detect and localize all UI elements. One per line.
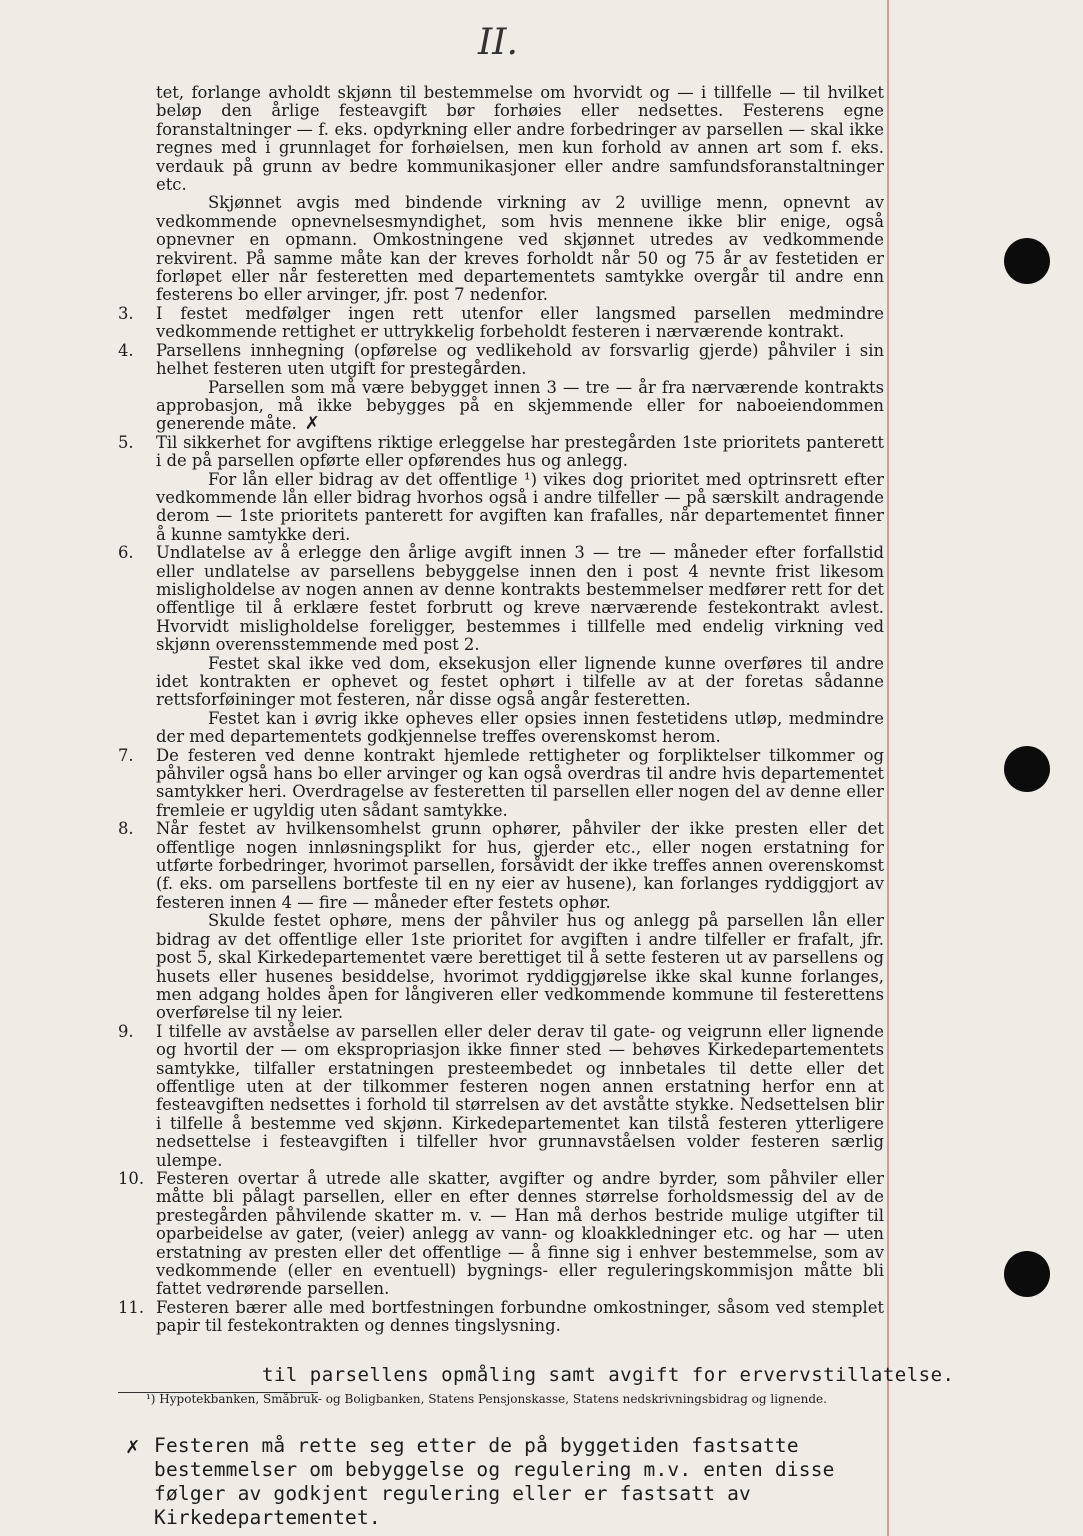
item-5 <box>118 434 884 544</box>
typed-addition: til parsellens opmåling samt avgift for ervervstillatelse. <box>262 1364 955 1386</box>
punch-hole <box>1004 238 1050 284</box>
item-number: 11. <box>118 1297 145 1317</box>
item-text: Parsellens innhegning (opførelse og vedlikehold av forsvarlig gjerde) påhviler i sin helhet festeren uten utgift for prestegården. <box>156 340 884 379</box>
item-text: Skulde festet ophøre, mens der påhviler hus og anlegg på parsellen lån eller bidrag av det offentlige eller 1ste prioritet for avgiften i andre tilfeller er frafalt, jfr. post 5, skal Kirkedepartementet være berettiget til å sette festeren ut av parsellens og husets eller husenes besiddelse, hvorimot ryddiggjørelse ikke skal kunne forlanges, men adgang holdes åpen for långiveren eller vedkommende kommune til festerettens overførelse til ny leier. <box>156 911 884 1023</box>
typed-note: Festeren må rette seg etter de på byggetiden fastsatte bestemmelser om bebyggelse og regulering m.v. enten disse følger av godkjent regulering eller er fastsatt av Kirkedepartementet. <box>154 1434 835 1529</box>
intro-line: Skjønnet avgis med bindende virkning av 2 uvillige menn, opnevnt av vedkommende opnevnelsesmyndighet, som hvis mennene ikke blir enige, også opnevner en opmann. Omkostningene ved skjønnet utredes av vedkommende rekvirent. På samme måte kan der kreves forholdt når 50 og 75 år av festetiden er forløpet eller når festeretten med departementets samtykke overgår til andre enn festerens bo eller arvinger, jfr. post 7 nedenfor. <box>156 193 884 305</box>
item-9 <box>118 1023 884 1170</box>
item-number: 3. <box>118 303 134 323</box>
item-text: De festeren ved denne kontrakt hjemlede rettigheter og forpliktelser tilkommer og påhviler også hans bo eller arvinger og kan også overdras til andre hvis departementet samtykker heri. Overdragelse av festeretten til parsellen eller nogen del av denne eller fremleie er ugyldig uten sådant samtykke. <box>156 745 884 820</box>
item-text: I tilfelle av avståelse av parsellen eller deler derav til gate- og veigrunn eller lignende og hvortil der — om ekspropriasjon ikke finner sted — behøves Kirkedepartementets samtykke, tilfaller erstatningen presteembedet og innbetales til dette eller det offentlige uten at der tilkommer festeren nogen annen erstatning herfor enn at festeavgiften nedsettes i forhold til størrelsen av det avståtte stykke. Nedsettelsen blir i tilfelle å bestemme ved skjønn. Kirkedepartementet kan tilstå festeren ytterligere nedsettelse i festeavgiften i tilfeller hvor grunnavståelsen volder festeren særlig ulempe. <box>156 1021 884 1170</box>
item-11 <box>118 1299 884 1336</box>
item-text: Til sikkerhet for avgiftens riktige erleggelse har prestegården 1ste prioritets panterett i de på parsellen opførte eller opførendes hus og anlegg. <box>156 432 884 471</box>
item-number: 6. <box>118 543 134 563</box>
margin-rule <box>887 0 889 1536</box>
handwritten-mark: ✗ <box>304 413 320 435</box>
intro-line: tet, forlange avholdt skjønn til bestemmelse om hvorvidt og — i tillfelle — til hvilket beløp den årlige festeavgift bør forhøies eller nedsettes. Festerens egne foranstaltninger — f. eks. opdyrkning eller andre forbedringer av parsellen — skal ikke regnes med i grunnlaget for forhøielsen, men kun forhold av annen art som f. eks. verdauk på grunn av bedre kommunikasjoner eller andre samfundsforanstaltninger etc. <box>156 83 884 195</box>
intro-paragraphs <box>118 84 884 305</box>
punch-hole <box>1004 746 1050 792</box>
footnote: ¹) Hypotekbanken, Småbruk- og Boligbanken, Statens Pensjonskasse, Statens nedskrivningsbidrag og lignende. <box>146 1392 827 1406</box>
page-mark: II. <box>478 22 518 63</box>
item-10 <box>118 1170 884 1299</box>
item-number: 7. <box>118 745 134 765</box>
item-7 <box>118 747 884 821</box>
item-text: Festet skal ikke ved dom, eksekusjon eller lignende kunne overføres til andre idet kontrakten er ophevet og festet ophørt i tilfelle av at der foretas sådanne rettsforføininger mot festeren, når disse også angår festeretten. <box>156 653 884 710</box>
item-number: 4. <box>118 340 134 360</box>
item-text: Parsellen som må være bebygget innen 3 — tre — år fra nærværende kontrakts approbasjon, må ikke bebygges på en skjemmende eller for naboeiendommen generende måte. <box>156 377 884 434</box>
item-number: 8. <box>118 819 134 839</box>
item-text-cont <box>156 379 884 434</box>
punch-hole <box>1004 1251 1050 1297</box>
body-text <box>118 84 884 1336</box>
item-number: 10. <box>118 1168 145 1188</box>
item-text: Festeren bærer alle med bortfestningen forbundne omkostninger, såsom ved stemplet papir til festekontrakten og dennes tingslysning. <box>156 1297 884 1336</box>
item-text: For lån eller bidrag av det offentlige ¹) vikes dog prioritet med optrinsrett efter vedkommende lån eller bidrag hvorhos også i andre tilfeller — på særskilt andragende derom — 1ste prioritets panterett for avgiften kan frafalles, når departementet finner å kunne samtykke deri. <box>156 469 884 544</box>
item-6 <box>118 544 884 746</box>
item-text: I festet medfølger ingen rett utenfor eller langsmed parsellen medmindre vedkommende rettighet er uttrykkelig forbeholdt festeren i nærværende kontrakt. <box>156 303 884 342</box>
item-text: Når festet av hvilkensomhelst grunn ophører, påhviler der ikke presten eller det offentlige nogen innløsningsplikt for hus, gjerder etc., eller nogen erstatning for utførte forbedringer, hvorimot parsellen, forsåvidt der ikke treffes annen overenskomst (f. eks. om parsellens bortfeste til en ny eier av husene), kan forlanges ryddiggjort av festeren innen 4 — fire — måneder efter festets ophør. <box>156 819 884 912</box>
item-8 <box>118 820 884 1022</box>
item-number: 9. <box>118 1021 134 1041</box>
item-4 <box>118 342 884 434</box>
item-text: Undlatelse av å erlegge den årlige avgift innen 3 — tre — måneder efter forfallstid eller undlatelse av parsellens bebyggelse innen den i post 4 nevnte frist likesom misligholdelse av nogen annen av denne kontrakts bestemmelser medfører rett for det offentlige til å erklære festet forbrutt og kreve nærværende festekontrakt avlest. Hvorvidt misligholdelse foreligger, bestemmes i tillfelle med endelig virkning ved skjønn overensstemmende med post 2. <box>156 543 884 655</box>
item-number: 5. <box>118 432 134 452</box>
item-text: Festeren overtar å utrede alle skatter, avgifter og andre byrder, som påhviler eller måtte bli pålagt parsellen, eller en efter dennes størrelse forholdsmessig del av de prestegården påhvilende skatter m. v. — Han må derhos bestride mulige utgifter til oparbeidelse av gater, (veier) anlegg av vann- og kloakkledninger etc. og har — uten erstatning av presten eller det offentlige — å finne sig i enhver bestemmelse, som av vedkommende (eller en eventuell) bygnings- eller reguleringskommisjon måtte bli fattet vedrørende parsellen. <box>156 1168 884 1299</box>
handwritten-mark: ✗ <box>126 1434 140 1459</box>
item-text: Festet kan i øvrig ikke opheves eller opsies innen festetidens utløp, medmindre der med departementets godkjennelse treffes overenskomst herom. <box>156 708 884 747</box>
item-3 <box>118 305 884 342</box>
